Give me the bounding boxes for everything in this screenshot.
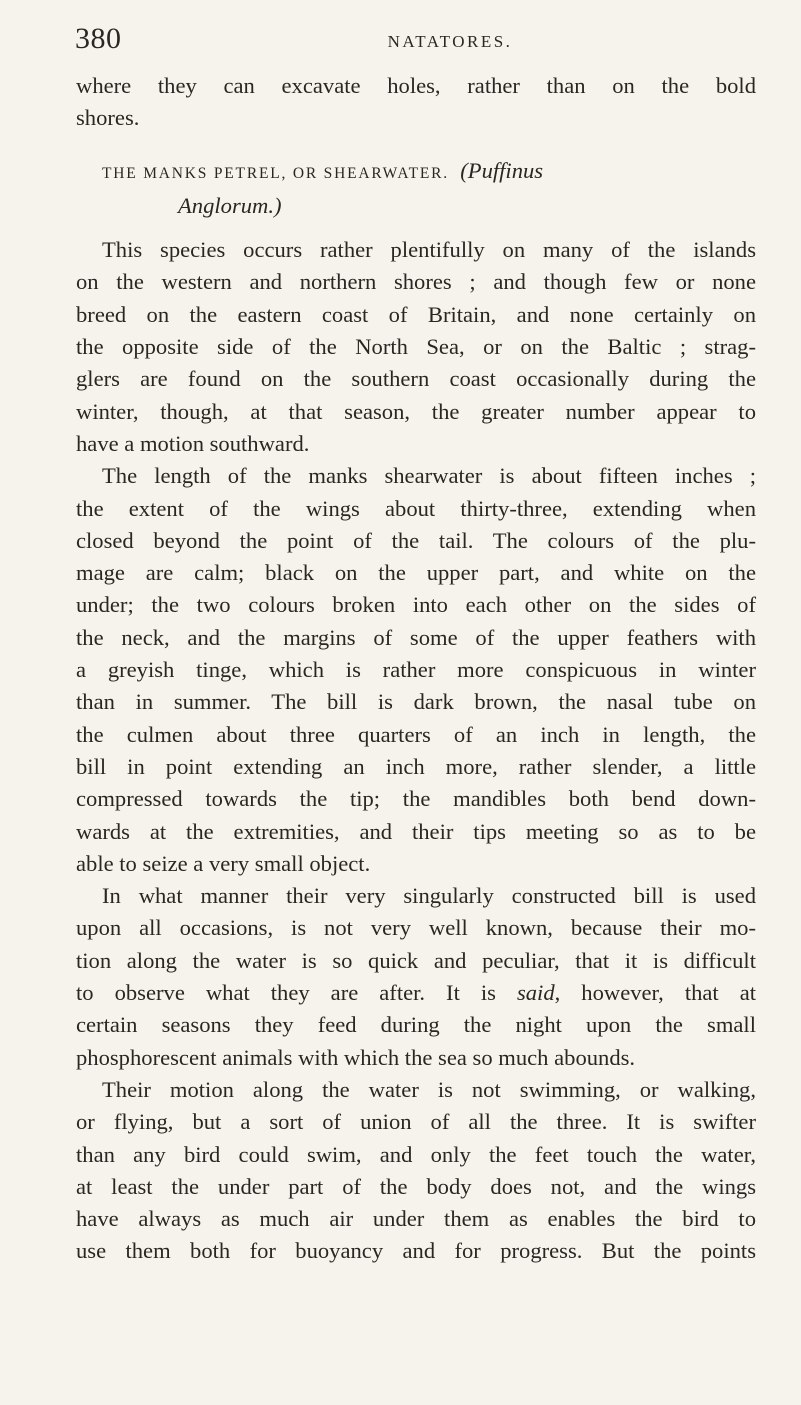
text-line: the culmen about three quarters of an inch in length, the [76,721,756,747]
text-line: on the western and northern shores ; and though few or none [76,269,756,295]
running-title: NATATORES. [387,32,513,51]
text-line: certain seasons they feed during the night upon the small [76,1012,756,1038]
text-line: have a motion southward. [76,430,310,456]
text-line: shores. [76,105,140,131]
species-latin-name-end: Anglorum.) [178,192,282,218]
body-text [76,70,756,1268]
text-line: wards at the extremities, and their tips meeting so as to be [76,818,756,844]
text-line [76,977,756,1009]
text-line: use them both for buoyancy and for progress. But the points [76,1238,756,1264]
species-latin-name-start: (Puffinus [460,157,544,183]
text-line: the opposite side of the North Sea, or on the Baltic ; strag- [76,334,756,360]
text-line: tion along the water is so quick and peculiar, that it is difficult [76,947,756,973]
text-line: In what manner their very singularly constructed bill is used [102,883,756,909]
text-line: glers are found on the southern coast occasionally during the [76,366,756,392]
text-line: a greyish tinge, which is rather more conspicuous in winter [76,657,756,683]
text-line: breed on the eastern coast of Britain, and none certainly on [76,301,756,327]
text-line: winter, though, at that season, the greater number appear to [76,398,756,424]
text-line: upon all occasions, is not very well known, because their mo- [76,915,756,941]
running-head [75,22,755,58]
text-line: closed beyond the point of the tail. The colours of the plu- [76,527,756,553]
species-heading [76,155,756,223]
text-line: This species occurs rather plentifully on many of the islands [102,237,756,263]
text-line: than in summer. The bill is dark brown, the nasal tube on [76,689,756,715]
text-segment: , however, that at [554,980,757,1006]
text-line: where they can excavate holes, rather than on the bold [76,73,756,98]
paragraph-feeding [76,880,756,1074]
text-line: The length of the manks shearwater is about fifteen inches ; [102,463,756,489]
text-line: the neck, and the margins of some of the upper feathers with [76,624,756,650]
text-line: Their motion along the water is not swimming, or walking, [102,1076,756,1102]
paragraph-distribution [76,234,756,460]
text-segment: to observe what they are after. It is [76,980,496,1006]
opening-paragraph [76,70,756,135]
text-line: phosphorescent animals with which the sea so much abounds. [76,1044,636,1070]
text-line: compressed towards the tip; the mandibles both bend down- [76,786,756,812]
text-line: have always as much air under them as enables the bird to [76,1206,756,1232]
text-line: under; the two colours broken into each other on the sides of [76,592,756,618]
species-common-name: THE MANKS PETREL, OR SHEARWATER. [102,164,449,182]
paragraph-description [76,460,756,880]
text-line: the extent of the wings about thirty-three, extending when [76,495,756,521]
text-line: able to seize a very small object. [76,850,371,876]
text-line: mage are calm; black on the upper part, and white on the [76,560,756,586]
paragraph-motion [76,1074,756,1268]
text-line: or flying, but a sort of union of all the three. It is swifter [76,1109,756,1135]
text-line: bill in point extending an inch more, rather slender, a little [76,753,756,779]
text-line: at least the under part of the body does not, and the wings [76,1173,756,1199]
text-line: than any bird could swim, and only the feet touch the water, [76,1141,756,1167]
page-number: 380 [75,22,122,55]
italic-word: said [516,980,555,1006]
species-heading-line-1 [76,155,756,190]
